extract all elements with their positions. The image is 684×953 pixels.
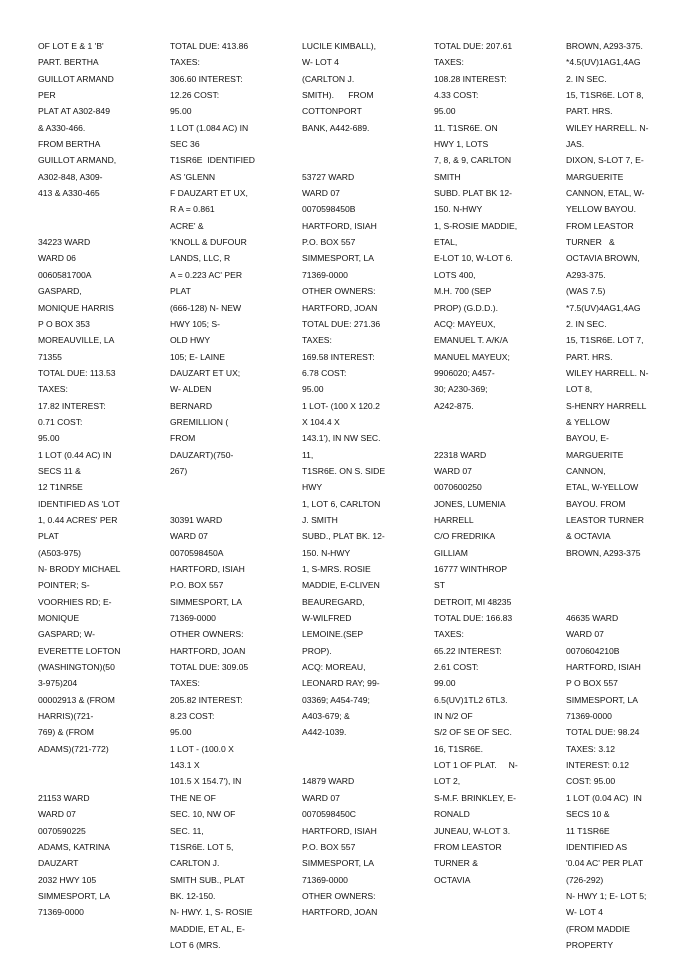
listing-column-1: OF LOT E & 1 'B' PART. BERTHA GUILLOT ARMAND PER PLAT AT A302-849 & A330-466. FROM BERTHA GUILLOT ARMAND, A302-848, A309- 413 & A330-465 34223 WARD WARD 06 0060581700A GASPARD, MONIQUE HARRIS P O BOX 353 MOREAUVILLE, LA 71355 TOTAL DUE: 113.53 TAXES: 17.82 INTEREST: 0.71 COST: 95.00 1 LOT (0.44 AC) IN SECS 11 & 12 T1NR5E IDENTIFIED AS 'LOT 1, 0.44 ACRES' PER PLAT (A503-975) N- BRODY MICHAEL POINTER; S- VOORHIES RD; E- MONIQUE GASPARD; W- EVERETTE LOFTON (WASHINGTON)(50 3-975)204 00002913 & (FROM HARRIS)(721- 769) & (FROM ADAMS)(721-772) 21153 WARD WARD 07 0070590225 ADAMS, KATRINA DAUZART 2032 HWY 105 SIMMESPORT, LA 71369-0000: [38, 41, 121, 918]
listing-column-2: TOTAL DUE: 413.86 TAXES: 306.60 INTEREST: 12.26 COST: 95.00 1 LOT (1.084 AC) IN SEC 36 T1SR6E IDENTIFIED AS 'GLENN F DAUZART ET UX, R A = 0.861 ACRE' & 'KNOLL & DUFOUR LANDS, LLC, R A = 0.223 AC' PER PLAT (666-128) N- NEW HWY 105; S- OLD HWY 105; E- LAINE DAUZART ET UX; W- ALDEN BERNARD GREMILLION ( FROM DAUZART)(750- 267) 30391 WARD WARD 07 0070598450A HARTFORD, ISIAH P.O. BOX 557 SIMMESPORT, LA 71369-0000 OTHER OWNERS: HARTFORD, JOAN TOTAL DUE: 309.05 TAXES: 205.82 INTEREST: 8.23 COST: 95.00 1 LOT - (100.0 X 143.1 X 101.5 X 154.7'), IN THE NE OF SEC. 10, NW OF SEC. 11, T1SR6E. LOT 5, CARLTON J. SMITH SUB., PLAT BK. 12-150. N- HWY. 1, S- ROSIE MADDIE, ET AL, E- LOT 6 (MRS.: [170, 41, 255, 950]
listing-column-4: TOTAL DUE: 207.61 TAXES: 108.28 INTEREST: 4.33 COST: 95.00 11. T1SR6E. ON HWY 1, LOTS 7, 8, & 9, CARLTON SMITH SUBD. PLAT BK 12- 150. N-HWY 1, S-ROSIE MADDIE, ETAL, E-LOT 10, W-LOT 6. LOTS 400, M.H. 700 (SEP PROP) (G.D.D.). ACQ: MAYEUX, EMANUEL T. A/K/A MANUEL MAYEUX; 9906020; A457- 30; A230-369; A242-875. 22318 WARD WARD 07 0070600250 JONES, LUMENIA HARRELL C/O FREDRIKA GILLIAM 16777 WINTHROP ST DETROIT, MI 48235 TOTAL DUE: 166.83 TAXES: 65.22 INTEREST: 2.61 COST: 99.00 6.5(UV)1TL2 6TL3. IN N/2 OF S/2 OF SE OF SEC. 16, T1SR6E. LOT 1 OF PLAT. N- LOT 2, S-M.F. BRINKLEY, E- RONALD JUNEAU, W-LOT 3. FROM LEASTOR TURNER & OCTAVIA: [434, 41, 518, 885]
listing-column-3: LUCILE KIMBALL), W- LOT 4 (CARLTON J. SMITH). FROM COTTONPORT BANK, A442-689. 53727 WARD WARD 07 0070598450B HARTFORD, ISIAH P.O. BOX 557 SIMMESPORT, LA 71369-0000 OTHER OWNERS: HARTFORD, JOAN TOTAL DUE: 271.36 TAXES: 169.58 INTEREST: 6.78 COST: 95.00 1 LOT- (100 X 120.2 X 104.4 X 143.1'), IN NW SEC. 11, T1SR6E. ON S. SIDE HWY 1, LOT 6, CARLTON J. SMITH SUBD., PLAT BK. 12- 150. N-HWY 1, S-MRS. ROSIE MADDIE, E-CLIVEN BEAUREGARD, W-WILFRED LEMOINE.(SEP PROP). ACQ: MOREAU, LEONARD RAY; 99- 03369; A454-749; A403-679; & A442-1039. 14879 WARD WARD 07 0070598450C HARTFORD, ISIAH P.O. BOX 557 SIMMESPORT, LA 71369-0000 OTHER OWNERS: HARTFORD, JOAN: [302, 41, 386, 918]
listing-column-5: BROWN, A293-375. *4.5(UV)1AG1,4AG 2. IN SEC. 15, T1SR6E. LOT 8, PART. HRS. WILEY HARRELL. N- JAS. DIXON, S-LOT 7, E- MARGUERITE CANNON, ETAL, W- YELLOW BAYOU. FROM LEASTOR TURNER & OCTAVIA BROWN, A293-375. (WAS 7.5) *7.5(UV)4AG1,4AG 2. IN SEC. 15, T1SR6E. LOT 7, PART. HRS. WILEY HARRELL. N- LOT 8, S-HENRY HARRELL & YELLOW BAYOU, E- MARGUERITE CANNON, ETAL, W-YELLOW BAYOU. FROM LEASTOR TURNER & OCTAVIA BROWN, A293-375 46635 WARD WARD 07 0070604210B HARTFORD, ISIAH P O BOX 557 SIMMESPORT, LA 71369-0000 TOTAL DUE: 98.24 TAXES: 3.12 INTEREST: 0.12 COST: 95.00 1 LOT (0.04 AC) IN SECS 10 & 11 T1SR6E IDENTIFIED AS '0.04 AC' PER PLAT (726-292) N- HWY 1; E- LOT 5; W- LOT 4 (FROM MADDIE PROPERTY: [566, 41, 649, 950]
